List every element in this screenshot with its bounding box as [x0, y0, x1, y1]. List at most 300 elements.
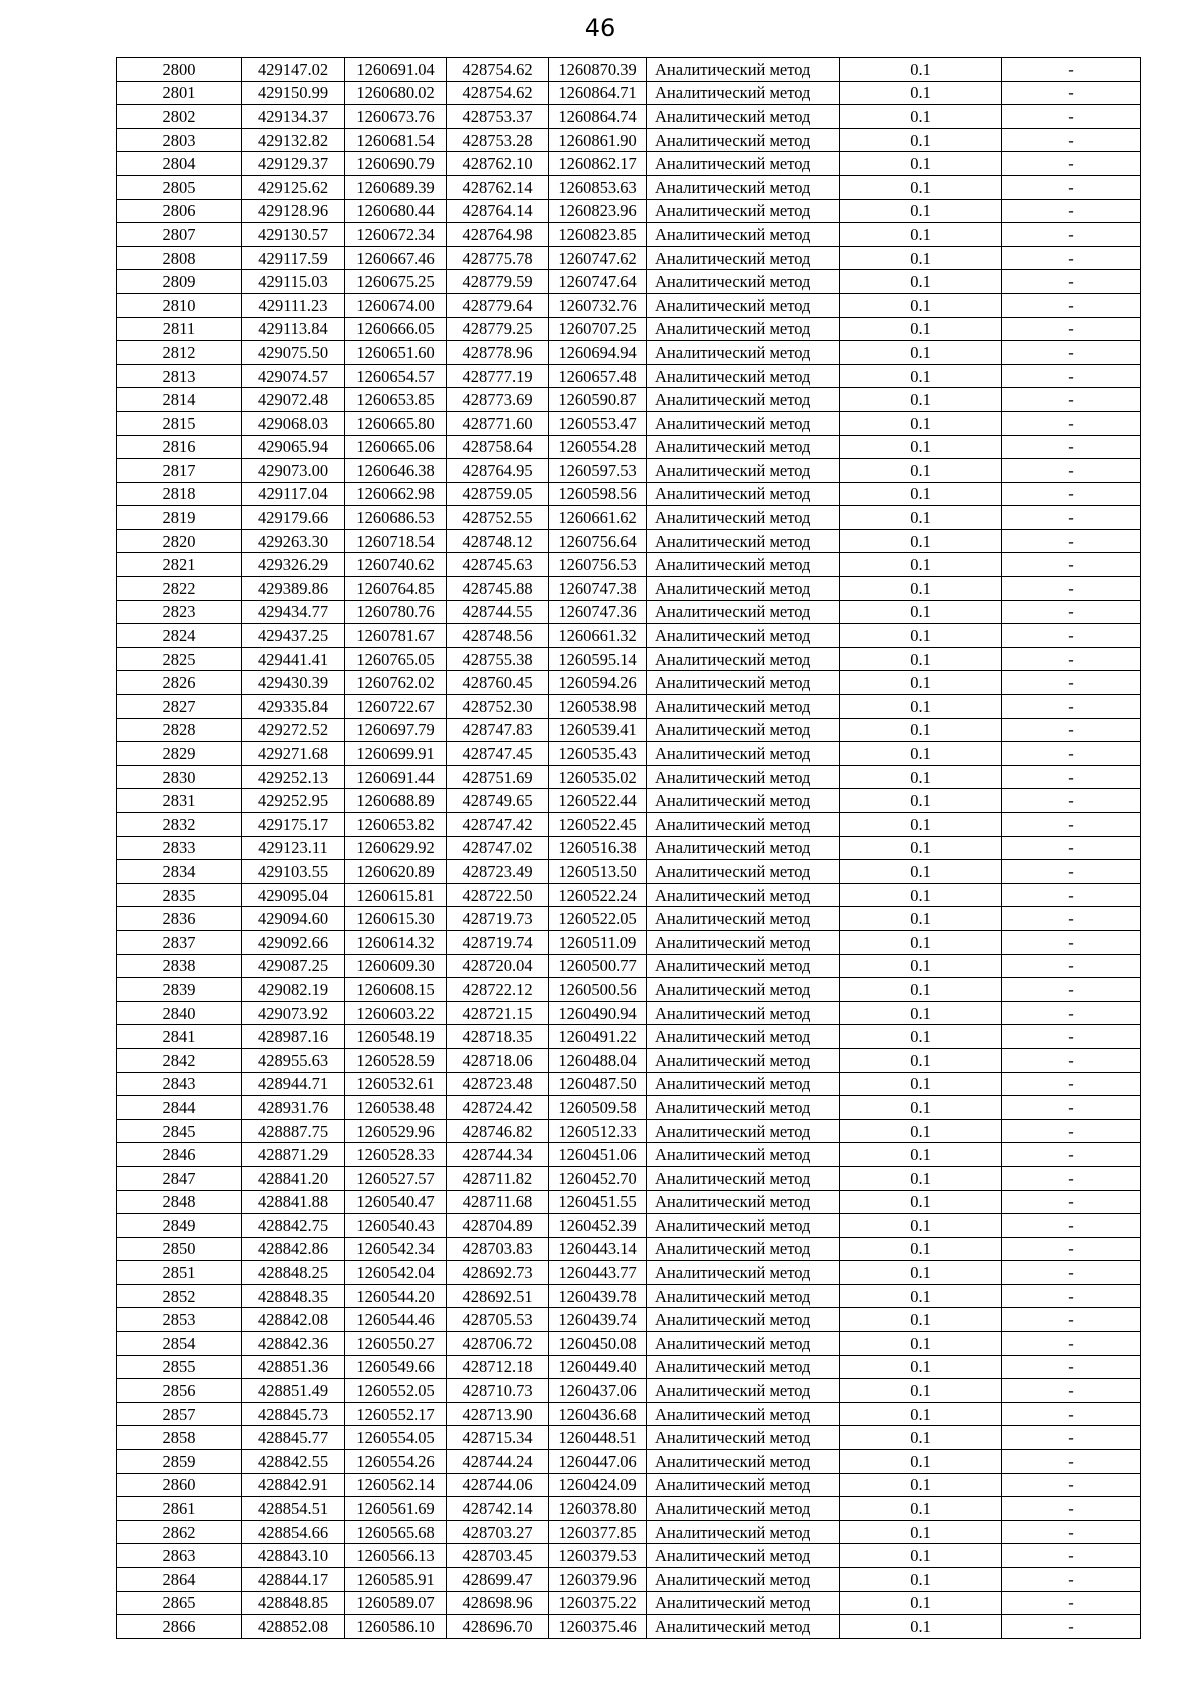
y-coord-1-cell: 1260538.48 [345, 1096, 447, 1120]
table-row [117, 1568, 1141, 1592]
method-cell: Аналитический метод [647, 105, 840, 129]
table-row [117, 293, 1141, 317]
table-row [117, 1615, 1141, 1639]
x-coord-2-cell: 428778.96 [447, 341, 549, 365]
x-coord-1-cell: 428841.20 [242, 1166, 345, 1190]
method-cell: Аналитический метод [647, 1591, 840, 1615]
x-coord-1-cell: 429111.23 [242, 293, 345, 317]
method-cell: Аналитический метод [647, 1143, 840, 1167]
x-coord-1-cell: 429175.17 [242, 813, 345, 837]
point-number-cell: 2857 [117, 1402, 242, 1426]
x-coord-1-cell: 429335.84 [242, 695, 345, 719]
point-number-cell: 2811 [117, 317, 242, 341]
accuracy-cell: 0.1 [840, 742, 1002, 766]
x-coord-2-cell: 428699.47 [447, 1568, 549, 1592]
note-cell: - [1002, 1166, 1141, 1190]
accuracy-cell: 0.1 [840, 1190, 1002, 1214]
table-row [117, 1591, 1141, 1615]
note-cell: - [1002, 1426, 1141, 1450]
point-number-cell: 2813 [117, 364, 242, 388]
point-number-cell: 2820 [117, 529, 242, 553]
method-cell: Аналитический метод [647, 1544, 840, 1568]
x-coord-2-cell: 428744.24 [447, 1450, 549, 1474]
y-coord-2-cell: 1260379.53 [549, 1544, 647, 1568]
x-coord-1-cell: 429073.00 [242, 459, 345, 483]
point-number-cell: 2803 [117, 128, 242, 152]
point-number-cell: 2808 [117, 246, 242, 270]
method-cell: Аналитический метод [647, 718, 840, 742]
method-cell: Аналитический метод [647, 860, 840, 884]
accuracy-cell: 0.1 [840, 223, 1002, 247]
accuracy-cell: 0.1 [840, 175, 1002, 199]
method-cell: Аналитический метод [647, 1096, 840, 1120]
accuracy-cell: 0.1 [840, 553, 1002, 577]
y-coord-1-cell: 1260552.17 [345, 1402, 447, 1426]
note-cell: - [1002, 175, 1141, 199]
method-cell: Аналитический метод [647, 1166, 840, 1190]
method-cell: Аналитический метод [647, 1048, 840, 1072]
accuracy-cell: 0.1 [840, 1615, 1002, 1639]
table-row [117, 1473, 1141, 1497]
y-coord-1-cell: 1260614.32 [345, 930, 447, 954]
point-number-cell: 2804 [117, 152, 242, 176]
accuracy-cell: 0.1 [840, 1261, 1002, 1285]
y-coord-1-cell: 1260765.05 [345, 647, 447, 671]
table-row [117, 128, 1141, 152]
accuracy-cell: 0.1 [840, 1379, 1002, 1403]
x-coord-2-cell: 428748.56 [447, 624, 549, 648]
x-coord-1-cell: 429113.84 [242, 317, 345, 341]
note-cell: - [1002, 1261, 1141, 1285]
x-coord-2-cell: 428747.45 [447, 742, 549, 766]
note-cell: - [1002, 81, 1141, 105]
y-coord-2-cell: 1260862.17 [549, 152, 647, 176]
y-coord-2-cell: 1260522.45 [549, 813, 647, 837]
x-coord-1-cell: 429092.66 [242, 930, 345, 954]
x-coord-2-cell: 428753.37 [447, 105, 549, 129]
x-coord-2-cell: 428760.45 [447, 671, 549, 695]
x-coord-1-cell: 429128.96 [242, 199, 345, 223]
x-coord-1-cell: 428841.88 [242, 1190, 345, 1214]
accuracy-cell: 0.1 [840, 1544, 1002, 1568]
method-cell: Аналитический метод [647, 411, 840, 435]
table-row [117, 1143, 1141, 1167]
x-coord-1-cell: 429272.52 [242, 718, 345, 742]
y-coord-1-cell: 1260680.02 [345, 81, 447, 105]
y-coord-1-cell: 1260615.81 [345, 883, 447, 907]
y-coord-2-cell: 1260511.09 [549, 930, 647, 954]
x-coord-2-cell: 428762.14 [447, 175, 549, 199]
y-coord-1-cell: 1260665.06 [345, 435, 447, 459]
accuracy-cell: 0.1 [840, 411, 1002, 435]
note-cell: - [1002, 1544, 1141, 1568]
table-row [117, 81, 1141, 105]
method-cell: Аналитический метод [647, 459, 840, 483]
method-cell: Аналитический метод [647, 1402, 840, 1426]
y-coord-2-cell: 1260436.68 [549, 1402, 647, 1426]
y-coord-2-cell: 1260450.08 [549, 1332, 647, 1356]
y-coord-1-cell: 1260653.85 [345, 388, 447, 412]
x-coord-2-cell: 428698.96 [447, 1591, 549, 1615]
y-coord-1-cell: 1260653.82 [345, 813, 447, 837]
x-coord-2-cell: 428764.98 [447, 223, 549, 247]
y-coord-2-cell: 1260447.06 [549, 1450, 647, 1474]
note-cell: - [1002, 1473, 1141, 1497]
point-number-cell: 2837 [117, 930, 242, 954]
note-cell: - [1002, 1379, 1141, 1403]
y-coord-2-cell: 1260594.26 [549, 671, 647, 695]
point-number-cell: 2838 [117, 954, 242, 978]
table-row [117, 789, 1141, 813]
y-coord-1-cell: 1260781.67 [345, 624, 447, 648]
table-row [117, 1001, 1141, 1025]
x-coord-1-cell: 429147.02 [242, 58, 345, 82]
accuracy-cell: 0.1 [840, 105, 1002, 129]
accuracy-cell: 0.1 [840, 1143, 1002, 1167]
y-coord-1-cell: 1260548.19 [345, 1025, 447, 1049]
accuracy-cell: 0.1 [840, 482, 1002, 506]
x-coord-2-cell: 428777.19 [447, 364, 549, 388]
x-coord-2-cell: 428712.18 [447, 1355, 549, 1379]
method-cell: Аналитический метод [647, 1615, 840, 1639]
method-cell: Аналитический метод [647, 270, 840, 294]
y-coord-2-cell: 1260513.50 [549, 860, 647, 884]
method-cell: Аналитический метод [647, 1284, 840, 1308]
y-coord-2-cell: 1260509.58 [549, 1096, 647, 1120]
y-coord-1-cell: 1260532.61 [345, 1072, 447, 1096]
note-cell: - [1002, 695, 1141, 719]
table-row [117, 765, 1141, 789]
x-coord-1-cell: 429130.57 [242, 223, 345, 247]
x-coord-2-cell: 428719.74 [447, 930, 549, 954]
note-cell: - [1002, 364, 1141, 388]
x-coord-2-cell: 428759.05 [447, 482, 549, 506]
x-coord-2-cell: 428705.53 [447, 1308, 549, 1332]
y-coord-1-cell: 1260549.66 [345, 1355, 447, 1379]
y-coord-2-cell: 1260516.38 [549, 836, 647, 860]
table-row [117, 1332, 1141, 1356]
x-coord-1-cell: 428842.36 [242, 1332, 345, 1356]
note-cell: - [1002, 128, 1141, 152]
accuracy-cell: 0.1 [840, 58, 1002, 82]
note-cell: - [1002, 765, 1141, 789]
x-coord-1-cell: 429123.11 [242, 836, 345, 860]
note-cell: - [1002, 1308, 1141, 1332]
x-coord-2-cell: 428771.60 [447, 411, 549, 435]
method-cell: Аналитический метод [647, 813, 840, 837]
method-cell: Аналитический метод [647, 1497, 840, 1521]
y-coord-2-cell: 1260595.14 [549, 647, 647, 671]
x-coord-1-cell: 428842.86 [242, 1237, 345, 1261]
note-cell: - [1002, 1190, 1141, 1214]
note-cell: - [1002, 577, 1141, 601]
x-coord-2-cell: 428754.62 [447, 58, 549, 82]
point-number-cell: 2819 [117, 506, 242, 530]
table-row [117, 624, 1141, 648]
note-cell: - [1002, 1048, 1141, 1072]
point-number-cell: 2839 [117, 978, 242, 1002]
y-coord-1-cell: 1260662.98 [345, 482, 447, 506]
note-cell: - [1002, 930, 1141, 954]
x-coord-2-cell: 428764.14 [447, 199, 549, 223]
y-coord-1-cell: 1260529.96 [345, 1119, 447, 1143]
y-coord-1-cell: 1260615.30 [345, 907, 447, 931]
y-coord-2-cell: 1260500.77 [549, 954, 647, 978]
x-coord-1-cell: 429117.59 [242, 246, 345, 270]
y-coord-2-cell: 1260490.94 [549, 1001, 647, 1025]
point-number-cell: 2850 [117, 1237, 242, 1261]
point-number-cell: 2852 [117, 1284, 242, 1308]
table-row [117, 459, 1141, 483]
x-coord-1-cell: 429065.94 [242, 435, 345, 459]
accuracy-cell: 0.1 [840, 1568, 1002, 1592]
accuracy-cell: 0.1 [840, 1473, 1002, 1497]
x-coord-1-cell: 429150.99 [242, 81, 345, 105]
x-coord-1-cell: 428931.76 [242, 1096, 345, 1120]
table-row [117, 435, 1141, 459]
x-coord-2-cell: 428758.64 [447, 435, 549, 459]
y-coord-2-cell: 1260732.76 [549, 293, 647, 317]
table-row [117, 175, 1141, 199]
table-row [117, 506, 1141, 530]
x-coord-1-cell: 429103.55 [242, 860, 345, 884]
y-coord-1-cell: 1260688.89 [345, 789, 447, 813]
x-coord-2-cell: 428711.68 [447, 1190, 549, 1214]
table-row [117, 1214, 1141, 1238]
point-number-cell: 2848 [117, 1190, 242, 1214]
table-row [117, 341, 1141, 365]
table-row [117, 647, 1141, 671]
note-cell: - [1002, 1402, 1141, 1426]
y-coord-2-cell: 1260500.56 [549, 978, 647, 1002]
y-coord-2-cell: 1260443.77 [549, 1261, 647, 1285]
accuracy-cell: 0.1 [840, 459, 1002, 483]
table-row [117, 1048, 1141, 1072]
point-number-cell: 2802 [117, 105, 242, 129]
method-cell: Аналитический метод [647, 930, 840, 954]
x-coord-1-cell: 428842.55 [242, 1450, 345, 1474]
x-coord-2-cell: 428722.50 [447, 883, 549, 907]
accuracy-cell: 0.1 [840, 577, 1002, 601]
y-coord-2-cell: 1260853.63 [549, 175, 647, 199]
table-row [117, 907, 1141, 931]
y-coord-2-cell: 1260424.09 [549, 1473, 647, 1497]
x-coord-2-cell: 428720.04 [447, 954, 549, 978]
method-cell: Аналитический метод [647, 883, 840, 907]
x-coord-1-cell: 428845.73 [242, 1402, 345, 1426]
y-coord-1-cell: 1260585.91 [345, 1568, 447, 1592]
accuracy-cell: 0.1 [840, 1048, 1002, 1072]
x-coord-2-cell: 428773.69 [447, 388, 549, 412]
point-number-cell: 2818 [117, 482, 242, 506]
table-row [117, 152, 1141, 176]
y-coord-2-cell: 1260747.36 [549, 600, 647, 624]
y-coord-2-cell: 1260756.64 [549, 529, 647, 553]
table-row [117, 978, 1141, 1002]
table-row [117, 1166, 1141, 1190]
note-cell: - [1002, 388, 1141, 412]
table-row [117, 317, 1141, 341]
y-coord-2-cell: 1260488.04 [549, 1048, 647, 1072]
point-number-cell: 2806 [117, 199, 242, 223]
y-coord-1-cell: 1260699.91 [345, 742, 447, 766]
point-number-cell: 2851 [117, 1261, 242, 1285]
y-coord-2-cell: 1260452.39 [549, 1214, 647, 1238]
y-coord-2-cell: 1260694.94 [549, 341, 647, 365]
note-cell: - [1002, 1237, 1141, 1261]
point-number-cell: 2842 [117, 1048, 242, 1072]
x-coord-1-cell: 428842.75 [242, 1214, 345, 1238]
method-cell: Аналитический метод [647, 1308, 840, 1332]
accuracy-cell: 0.1 [840, 1520, 1002, 1544]
note-cell: - [1002, 1355, 1141, 1379]
x-coord-1-cell: 429072.48 [242, 388, 345, 412]
x-coord-1-cell: 428844.17 [242, 1568, 345, 1592]
y-coord-2-cell: 1260375.46 [549, 1615, 647, 1639]
y-coord-2-cell: 1260538.98 [549, 695, 647, 719]
table-row [117, 883, 1141, 907]
x-coord-2-cell: 428719.73 [447, 907, 549, 931]
x-coord-1-cell: 429068.03 [242, 411, 345, 435]
accuracy-cell: 0.1 [840, 1119, 1002, 1143]
note-cell: - [1002, 600, 1141, 624]
x-coord-2-cell: 428779.59 [447, 270, 549, 294]
x-coord-1-cell: 429441.41 [242, 647, 345, 671]
table-row [117, 1261, 1141, 1285]
y-coord-2-cell: 1260379.96 [549, 1568, 647, 1592]
x-coord-1-cell: 429326.29 [242, 553, 345, 577]
y-coord-2-cell: 1260451.06 [549, 1143, 647, 1167]
x-coord-1-cell: 429437.25 [242, 624, 345, 648]
point-number-cell: 2862 [117, 1520, 242, 1544]
point-number-cell: 2814 [117, 388, 242, 412]
note-cell: - [1002, 1284, 1141, 1308]
point-number-cell: 2858 [117, 1426, 242, 1450]
note-cell: - [1002, 435, 1141, 459]
table-row [117, 1450, 1141, 1474]
method-cell: Аналитический метод [647, 175, 840, 199]
x-coord-1-cell: 429073.92 [242, 1001, 345, 1025]
point-number-cell: 2863 [117, 1544, 242, 1568]
method-cell: Аналитический метод [647, 1450, 840, 1474]
method-cell: Аналитический метод [647, 246, 840, 270]
x-coord-1-cell: 428848.35 [242, 1284, 345, 1308]
y-coord-1-cell: 1260691.44 [345, 765, 447, 789]
accuracy-cell: 0.1 [840, 388, 1002, 412]
point-number-cell: 2835 [117, 883, 242, 907]
note-cell: - [1002, 718, 1141, 742]
accuracy-cell: 0.1 [840, 1072, 1002, 1096]
y-coord-1-cell: 1260764.85 [345, 577, 447, 601]
y-coord-2-cell: 1260487.50 [549, 1072, 647, 1096]
y-coord-1-cell: 1260680.44 [345, 199, 447, 223]
table-row [117, 1237, 1141, 1261]
method-cell: Аналитический метод [647, 58, 840, 82]
x-coord-1-cell: 428848.85 [242, 1591, 345, 1615]
point-number-cell: 2859 [117, 1450, 242, 1474]
y-coord-1-cell: 1260674.00 [345, 293, 447, 317]
point-number-cell: 2866 [117, 1615, 242, 1639]
method-cell: Аналитический метод [647, 1568, 840, 1592]
method-cell: Аналитический метод [647, 742, 840, 766]
x-coord-2-cell: 428779.64 [447, 293, 549, 317]
x-coord-2-cell: 428742.14 [447, 1497, 549, 1521]
y-coord-1-cell: 1260540.43 [345, 1214, 447, 1238]
table-row [117, 1119, 1141, 1143]
method-cell: Аналитический метод [647, 1520, 840, 1544]
table-row [117, 1544, 1141, 1568]
method-cell: Аналитический метод [647, 624, 840, 648]
accuracy-cell: 0.1 [840, 883, 1002, 907]
table-row [117, 482, 1141, 506]
method-cell: Аналитический метод [647, 954, 840, 978]
accuracy-cell: 0.1 [840, 1355, 1002, 1379]
y-coord-2-cell: 1260554.28 [549, 435, 647, 459]
method-cell: Аналитический метод [647, 152, 840, 176]
x-coord-1-cell: 429132.82 [242, 128, 345, 152]
table-row [117, 600, 1141, 624]
accuracy-cell: 0.1 [840, 1284, 1002, 1308]
point-number-cell: 2801 [117, 81, 242, 105]
x-coord-2-cell: 428745.88 [447, 577, 549, 601]
note-cell: - [1002, 270, 1141, 294]
note-cell: - [1002, 199, 1141, 223]
y-coord-2-cell: 1260747.38 [549, 577, 647, 601]
x-coord-2-cell: 428703.27 [447, 1520, 549, 1544]
note-cell: - [1002, 1096, 1141, 1120]
table-row [117, 270, 1141, 294]
y-coord-1-cell: 1260780.76 [345, 600, 447, 624]
method-cell: Аналитический метод [647, 765, 840, 789]
point-number-cell: 2800 [117, 58, 242, 82]
point-number-cell: 2853 [117, 1308, 242, 1332]
y-coord-2-cell: 1260439.74 [549, 1308, 647, 1332]
y-coord-1-cell: 1260589.07 [345, 1591, 447, 1615]
method-cell: Аналитический метод [647, 1237, 840, 1261]
x-coord-2-cell: 428755.38 [447, 647, 549, 671]
x-coord-2-cell: 428753.28 [447, 128, 549, 152]
table-row [117, 1379, 1141, 1403]
table-row [117, 695, 1141, 719]
table-row [117, 954, 1141, 978]
point-number-cell: 2861 [117, 1497, 242, 1521]
y-coord-1-cell: 1260718.54 [345, 529, 447, 553]
y-coord-1-cell: 1260527.57 [345, 1166, 447, 1190]
point-number-cell: 2843 [117, 1072, 242, 1096]
table-row [117, 1096, 1141, 1120]
y-coord-1-cell: 1260681.54 [345, 128, 447, 152]
coordinates-table [116, 57, 1141, 1639]
x-coord-1-cell: 429271.68 [242, 742, 345, 766]
y-coord-2-cell: 1260598.56 [549, 482, 647, 506]
accuracy-cell: 0.1 [840, 718, 1002, 742]
x-coord-2-cell: 428779.25 [447, 317, 549, 341]
y-coord-1-cell: 1260673.76 [345, 105, 447, 129]
accuracy-cell: 0.1 [840, 1426, 1002, 1450]
point-number-cell: 2828 [117, 718, 242, 742]
note-cell: - [1002, 1615, 1141, 1639]
x-coord-1-cell: 428843.10 [242, 1544, 345, 1568]
point-number-cell: 2865 [117, 1591, 242, 1615]
point-number-cell: 2840 [117, 1001, 242, 1025]
x-coord-1-cell: 428854.66 [242, 1520, 345, 1544]
point-number-cell: 2824 [117, 624, 242, 648]
method-cell: Аналитический метод [647, 199, 840, 223]
x-coord-2-cell: 428721.15 [447, 1001, 549, 1025]
point-number-cell: 2822 [117, 577, 242, 601]
accuracy-cell: 0.1 [840, 506, 1002, 530]
x-coord-1-cell: 429263.30 [242, 529, 345, 553]
